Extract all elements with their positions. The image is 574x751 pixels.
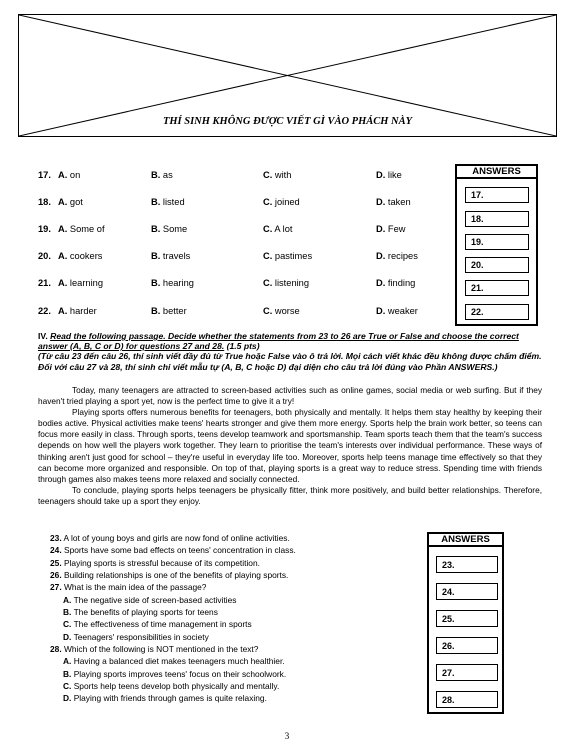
option-c: C. worse [263,306,300,316]
option-c: C. A lot [263,224,293,234]
option-d: D. Few [376,224,406,234]
header-box [18,14,557,137]
answers-panel-1 [455,164,538,326]
option-d: D. like [376,170,402,180]
answer-box-20[interactable]: 20. [465,257,529,273]
tf-question-23: 23. A lot of young boys and girls are now fond of online activities. [50,533,290,543]
passage-paragraph: Playing sports offers numerous benefits for teenagers, both physically and mentally. It helps them stay healthy by keeping their bodies active. Physical activities make teens' hearts stronger and give them more energy. Sports help the brain work better, so teens can focus more easily in class. Through sports, teens develop teamwork and sportsmanship. Team sports teach them that the team's success depends on how well the players work together. They learn to prioritise the team's interests over individual performance. These ways of thinking aren't just good for school – they're useful in everyday life too. Moreover, sports help teens manage time effectively so that they can become more organized and responsible. On top of that, playing sports is a great way to reduce stress. Spending time with friends through games also makes teens more relaxed and socially connected. [38,407,542,484]
answers-title: ANSWERS [457,166,536,179]
option-a: A. harder [58,306,97,316]
answer-box-24[interactable]: 24. [436,583,498,600]
answer-box-22[interactable]: 22. [465,304,529,320]
mc-question-20 [38,251,448,265]
section-instruction: Read the following passage. Decide whether the statements from 23 to 26 are True or False and choose the correct answer (A, B, C or D) for questions 27 and 28. [38,331,519,352]
q28-option-d: D. Playing with friends through games is quite relaxing. [63,693,267,704]
option-a: A. got [58,197,83,207]
q27-option-b: B. The benefits of playing sports for teens [63,607,218,618]
option-c: C. joined [263,197,300,207]
page-number: 3 [284,731,290,741]
tf-question-24: 24. Sports have some bad effects on teens' concentration in class. [50,545,296,556]
passage-paragraph: Today, many teenagers are attracted to screen-based activities such as online games, social media or web surfing. But if they haven't tried playing a sport yet, now is the perfect time to give it a try! [38,385,542,407]
option-b: B. hearing [151,278,194,288]
q27-option-d: D. Teenagers' responsibilities in society [63,631,209,642]
answer-box-21[interactable]: 21. [465,280,529,296]
mc-question-17 [38,170,448,184]
header-title: THÍ SINH KHÔNG ĐƯỢC VIẾT GÌ VÀO PHÁCH NÀY [162,116,413,127]
q28-option-b: B. Playing sports improves teens' focus on their schoolwork. [63,668,287,679]
question-number: 20. [38,251,51,261]
option-c: C. pastimes [263,251,313,261]
passage-paragraph: To conclude, playing sports helps teenagers be physically fitter, think more positively, and build better relationships. Therefore, teenagers should take up a sport they enjoy. [38,484,542,506]
section-label: IV. [38,331,48,341]
question-number: 19. [38,224,51,234]
tf-question-list [50,532,410,705]
q28-option-c: C. Sports help teens develop both physically and mentally. [63,681,280,692]
question-number: 21. [38,278,51,288]
q27-option-a: A. The negative side of screen-based activities [63,594,237,605]
q27-option-c: C. The effectiveness of time management in sports [63,619,252,630]
section-instructions [38,331,542,372]
option-a: A. cookers [58,251,103,261]
option-c: C. with [263,170,292,180]
section-points: (1.5 pts) [226,341,260,352]
tf-question-25: 25. Playing sports is stressful because of its competition. [50,557,260,568]
answer-box-19[interactable]: 19. [465,234,529,250]
mc-question-22 [38,306,448,320]
option-b: B. as [151,170,173,180]
question-number: 17. [38,170,51,180]
answer-box-28[interactable]: 28. [436,691,498,708]
option-b: B. listed [151,197,185,207]
mc-question-21 [38,278,448,292]
section-note: (Từ câu 23 đến câu 26, thí sinh viết đầy đủ từ True hoặc False vào ô trả lời. Mọi cách viết khác đều không được chấm điểm. Đối với câu 27 và 28, thí sinh chỉ viết mẫu tự (A, B, C hoặc D) đại diện cho câu trả lời đúng vào Phần ANSWERS.) [38,351,542,372]
reading-passage [38,385,542,507]
answer-box-27[interactable]: 27. [436,664,498,681]
option-b: B. Some [151,224,188,234]
option-b: B. travels [151,251,191,261]
answer-box-25[interactable]: 25. [436,610,498,627]
option-d: D. taken [376,197,411,207]
question-number: 18. [38,197,51,207]
q28-option-a: A. Having a balanced diet makes teenagers much healthier. [63,656,285,667]
option-a: A. learning [58,278,103,288]
mc-question-19 [38,224,448,238]
answer-box-18[interactable]: 18. [465,211,529,227]
option-b: B. better [151,306,187,316]
answer-box-23[interactable]: 23. [436,556,498,573]
answers-panel-2 [427,532,504,714]
question-27: 27. What is the main idea of the passage? [50,582,207,593]
answer-box-17[interactable]: 17. [465,187,529,203]
option-d: D. weaker [376,306,418,316]
question-number: 22. [38,306,51,316]
question-28: 28. Which of the following is NOT mentioned in the text? [50,644,259,655]
tf-question-26: 26. Building relationships is one of the benefits of playing sports. [50,570,289,581]
option-d: D. recipes [376,251,418,261]
option-d: D. finding [376,278,416,288]
answer-box-26[interactable]: 26. [436,637,498,654]
option-c: C. listening [263,278,310,288]
option-a: A. Some of [58,224,105,234]
mc-question-18 [38,197,448,211]
option-a: A. on [58,170,81,180]
answers-title: ANSWERS [429,534,502,547]
